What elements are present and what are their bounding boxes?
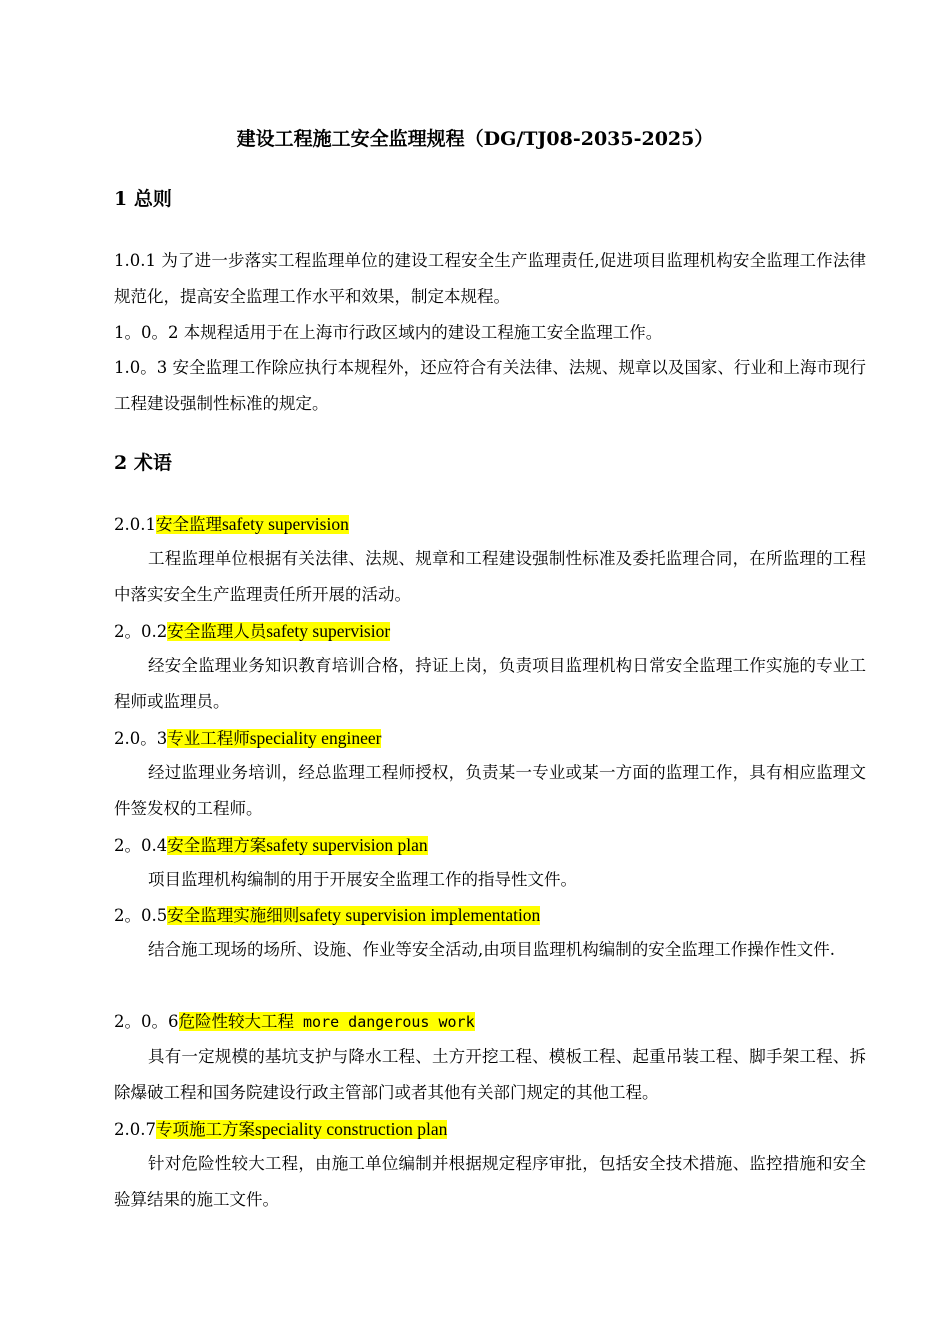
term-heading <box>114 830 428 861</box>
section-heading-terms: 2 术语 <box>114 452 172 474</box>
term-heading <box>114 1114 447 1145</box>
term-name-cn: 安全监理 <box>155 515 222 534</box>
term-name-en: safety supervisior <box>266 621 391 641</box>
term-name-en: speciality construction plan <box>254 1119 448 1139</box>
term-name-cn: 危险性较大工程 <box>178 1012 294 1031</box>
clause-1-0-1: 1.0.1 为了进一步落实工程监理单位的建设工程安全生产监理责任,促进项目监理机构安全监理工作法律规范化，提高安全监理工作水平和效果，制定本规程。 <box>114 251 866 306</box>
term-number: 2.0.7 <box>114 1120 156 1139</box>
section-heading-general: 1 总则 <box>114 188 172 210</box>
term-heading <box>114 509 349 540</box>
term-number: 2。0.4 <box>114 836 168 855</box>
term-heading <box>114 1007 475 1037</box>
term-highlight <box>167 906 540 925</box>
term-heading <box>114 723 381 754</box>
term-name-en: safety supervision <box>221 514 349 534</box>
document-title: 建设工程施工安全监理规程（DG/TJ08-2035-2025） <box>236 128 714 150</box>
term-highlight <box>167 836 427 855</box>
term-definition: 经安全监理业务知识教育培训合格，持证上岗，负责项目监理机构日常安全监理工作实施的专业工程师或监理员。 <box>114 656 866 711</box>
term-definition: 项目监理机构编制的用于开展安全监理工作的指导性文件。 <box>148 870 577 889</box>
term-number: 2。0。6 <box>114 1012 179 1031</box>
term-number: 2.0.1 <box>114 515 156 534</box>
term-number: 2。0.5 <box>114 906 168 925</box>
term-definition: 工程监理单位根据有关法律、法规、规章和工程建设强制性标准及委托监理合同，在所监理的工程中落实安全生产监理责任所开展的活动。 <box>114 549 866 604</box>
term-name-en: safety supervision implementation <box>299 905 541 925</box>
term-name-cn: 专业工程师 <box>167 729 250 748</box>
term-number: 2。0.2 <box>114 622 168 641</box>
term-name-cn: 安全监理人员 <box>167 622 267 641</box>
term-highlight <box>167 622 390 641</box>
term-name-cn: 安全监理实施细则 <box>167 906 300 925</box>
term-definition: 结合施工现场的场所、设施、作业等安全活动,由项目监理机构编制的安全监理工作操作性文件. <box>148 940 835 959</box>
term-highlight <box>156 1120 447 1139</box>
term-highlight <box>167 729 381 748</box>
term-highlight <box>156 515 349 534</box>
term-name-en: speciality engineer <box>249 728 382 748</box>
term-name-cn: 安全监理方案 <box>167 836 267 855</box>
term-definition: 具有一定规模的基坑支护与降水工程、土方开挖工程、模板工程、起重吊装工程、脚手架工程、拆除爆破工程和国务院建设行政主管部门或者其他有关部门规定的其他工程。 <box>114 1047 866 1102</box>
term-name-cn: 专项施工方案 <box>155 1120 255 1139</box>
term-definition: 针对危险性较大工程，由施工单位编制并根据规定程序审批，包括安全技术措施、监控措施和安全验算结果的施工文件。 <box>114 1154 866 1209</box>
term-name-en: more dangerous work <box>294 1013 475 1031</box>
term-heading <box>114 900 540 931</box>
clause-1-0-3: 1.0。3 安全监理工作除应执行本规程外，还应符合有关法律、法规、规章以及国家、行业和上海市现行工程建设强制性标准的规定。 <box>114 358 866 413</box>
term-highlight <box>179 1012 475 1031</box>
term-definition: 经过监理业务培训，经总监理工程师授权，负责某一专业或某一方面的监理工作，具有相应监理文件签发权的工程师。 <box>114 763 866 818</box>
term-heading <box>114 616 390 647</box>
clause-1-0-2: 1。0。2 本规程适用于在上海市行政区域内的建设工程施工安全监理工作。 <box>114 323 663 342</box>
term-name-en: safety supervision plan <box>266 835 428 855</box>
term-number: 2.0。3 <box>114 729 168 748</box>
